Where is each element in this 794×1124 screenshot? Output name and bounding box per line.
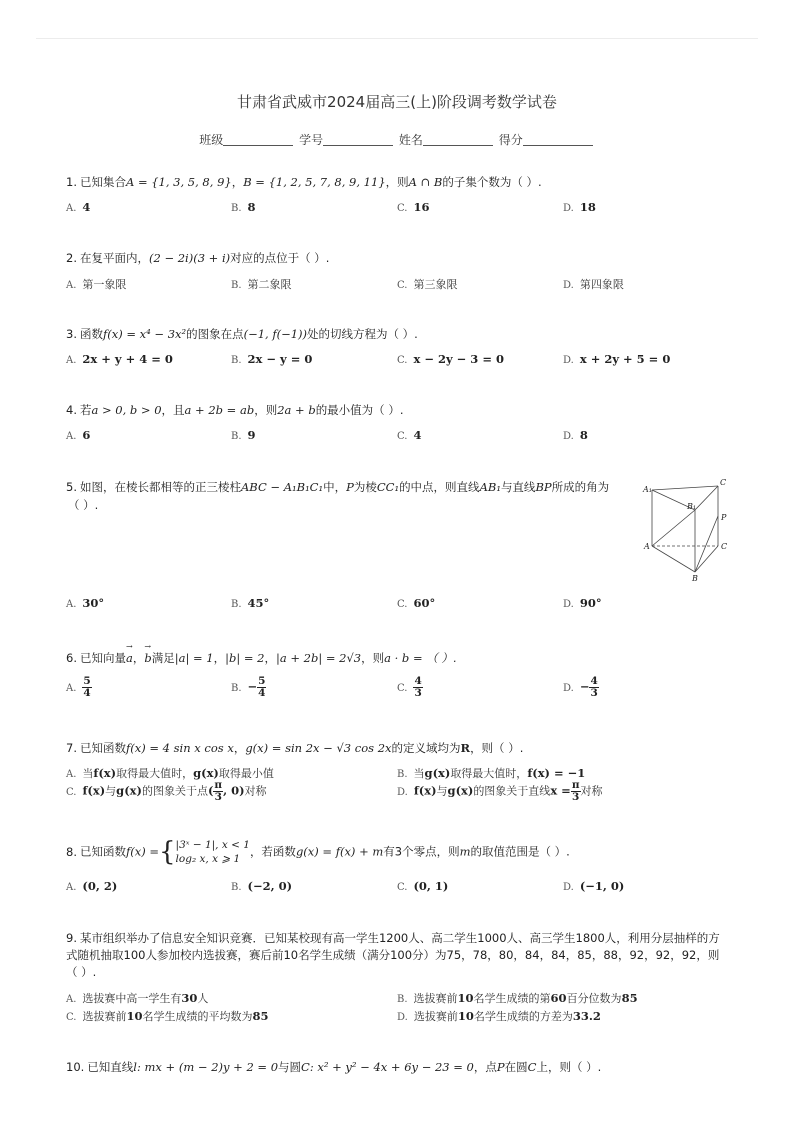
denominator: 3 <box>414 687 422 699</box>
q-text: 在圆 <box>504 1060 528 1074</box>
q-text: ， <box>231 175 244 189</box>
option-letter: A. <box>66 203 77 214</box>
option-c[interactable]: C. f(x)与g(x)的图象关于点( $\frac{\pi}{3}$ , 0)对称 <box>66 779 267 803</box>
edge-bc <box>695 546 718 572</box>
option-text: 选拔赛中高一学生有 <box>82 992 182 1005</box>
q-text: 已知向量 <box>79 651 126 665</box>
option-letter: B. <box>231 431 242 442</box>
edge-b1c1 <box>695 486 718 510</box>
option-value: 45° <box>247 596 270 610</box>
option-value: 第三象限 <box>413 278 458 291</box>
cond-1: |a| = 1 <box>174 651 214 665</box>
student-info-line <box>0 131 794 148</box>
option-letter: B. <box>397 994 408 1005</box>
options-q7-row2 <box>66 780 730 806</box>
option-a[interactable] <box>66 428 90 442</box>
set-a: A = {1, 3, 5, 8, 9} <box>125 175 232 189</box>
option-d[interactable] <box>563 276 624 292</box>
q-text: ，则 <box>254 403 278 417</box>
q-text: ，则 <box>361 651 385 665</box>
option-letter: D. <box>563 280 574 291</box>
option-text: 名学生成绩的第 <box>473 992 551 1005</box>
q-text: 所成的角为 <box>551 480 610 494</box>
q-text: 为棱 <box>353 480 377 494</box>
option-letter: B. <box>231 882 242 893</box>
option-math: f(x) <box>413 783 437 798</box>
options-q4 <box>66 428 730 446</box>
option-value: 第二象限 <box>247 278 292 291</box>
name-label: 姓名 <box>398 133 423 147</box>
option-value: 8 <box>579 428 588 442</box>
question-4 <box>66 402 404 418</box>
option-math: 30 <box>181 991 198 1005</box>
options-q2 <box>66 276 730 294</box>
point-p: P <box>496 1060 505 1074</box>
option-fraction <box>589 676 598 699</box>
id-label: 学号 <box>299 133 324 147</box>
option-d[interactable] <box>563 676 599 699</box>
option-math: g(x) <box>424 766 451 780</box>
line-bp-drawn <box>695 516 718 572</box>
option-letter: C. <box>397 280 408 291</box>
option-letter: C. <box>397 355 408 366</box>
option-math: 10 <box>457 1009 474 1023</box>
option-b[interactable] <box>231 276 292 292</box>
point-p: P <box>346 480 354 494</box>
edge-a1c1 <box>652 486 718 490</box>
prism-expr: ABC − A₁B₁C₁ <box>240 480 324 494</box>
option-a[interactable] <box>66 596 104 610</box>
option-math: 85 <box>252 1009 269 1023</box>
q-text: 在复平面内， <box>79 251 149 265</box>
option-letter: D. <box>563 203 574 214</box>
q-text: 已知直线 <box>87 1060 134 1074</box>
option-a[interactable] <box>66 352 173 366</box>
option-text: 选拔赛前 <box>82 1010 127 1023</box>
q-text: ，点 <box>473 1060 497 1074</box>
option-letter: A. <box>66 355 77 366</box>
label-p: P <box>721 513 727 522</box>
prism-figure <box>640 474 740 586</box>
option-a[interactable] <box>66 676 92 699</box>
q-text: 的图象在点 <box>186 327 244 341</box>
option-sign: − <box>247 679 258 694</box>
numerator: 4 <box>414 675 422 687</box>
line-ab1: AB₁ <box>479 480 501 494</box>
q-text: ，则（ ）. <box>470 741 524 755</box>
line-label: l: <box>133 1060 141 1074</box>
q-text: 的中点，则直线 <box>399 480 480 494</box>
question-3 <box>66 326 418 342</box>
q-text: 中， <box>323 480 347 494</box>
function-g: g(x) = sin 2x − √3 cos 2x <box>245 741 392 755</box>
q-text: 的子集个数为（ ）. <box>442 175 542 189</box>
brace-symbol: { <box>159 837 176 867</box>
option-letter: B. <box>231 203 242 214</box>
denominator: 3 <box>572 791 580 803</box>
question-9 <box>66 930 730 981</box>
option-c[interactable] <box>397 428 422 442</box>
option-b[interactable] <box>231 596 269 610</box>
real-set: R <box>460 741 471 755</box>
edge-ab <box>652 546 695 572</box>
option-fraction <box>257 676 266 699</box>
option-fraction <box>82 676 91 699</box>
option-letter: A. <box>66 682 77 694</box>
option-b[interactable] <box>231 676 266 699</box>
option-letter: C. <box>397 882 408 893</box>
option-value: 16 <box>413 200 430 214</box>
question-5 <box>66 479 609 495</box>
vector-b: → b <box>144 651 151 665</box>
option-value: 18 <box>579 200 596 214</box>
option-d[interactable] <box>563 879 624 893</box>
options-q6 <box>66 676 730 706</box>
label-b1: B₁ <box>687 502 697 511</box>
option-value: (0, 1) <box>413 879 449 893</box>
option-value: 2x + y + 4 = 0 <box>82 352 173 366</box>
option-letter: B. <box>231 682 242 694</box>
option-c[interactable] <box>397 596 435 610</box>
option-letter: A. <box>66 994 77 1005</box>
question-number: 10. <box>66 1060 85 1074</box>
option-text: 对称 <box>580 784 603 798</box>
label-a1: A₁ <box>643 485 652 494</box>
label-c1: C <box>720 478 727 487</box>
option-math: f(x) <box>82 783 106 798</box>
option-math: 85 <box>621 991 638 1005</box>
option-text: 取得最小值 <box>218 767 274 780</box>
option-value: 4 <box>413 428 422 442</box>
option-value: (−1, 0) <box>579 879 625 893</box>
option-text: 的图象关于直线 <box>473 784 551 798</box>
numerator: π <box>214 779 223 791</box>
option-fraction <box>413 676 422 699</box>
option-value: 2x − y = 0 <box>247 352 313 366</box>
option-value: 第四象限 <box>579 278 624 291</box>
options-q8 <box>66 879 730 897</box>
q-text: 如图，在棱长都相等的正三棱柱 <box>79 480 241 494</box>
q-text: 已知函数 <box>79 844 126 859</box>
option-letter: C. <box>66 786 77 798</box>
option-fraction <box>213 780 223 803</box>
option-letter: A. <box>66 769 77 780</box>
option-d[interactable] <box>397 1008 601 1024</box>
option-d[interactable] <box>563 428 588 442</box>
option-b[interactable] <box>231 352 312 366</box>
option-value: (−2, 0) <box>247 879 293 893</box>
option-a[interactable] <box>66 990 208 1006</box>
option-letter: A. <box>66 599 77 610</box>
option-text: 人 <box>197 992 209 1005</box>
option-value: (0, 2) <box>82 879 118 893</box>
option-value: x − 2y − 3 = 0 <box>413 352 504 366</box>
numerator: π <box>571 779 580 791</box>
option-b[interactable] <box>231 879 292 893</box>
denominator: 3 <box>214 791 222 803</box>
case-2: log₂ x, x ⩾ 1 <box>175 853 241 865</box>
option-letter: C. <box>397 203 408 214</box>
circle-expr: x² + y² − 4x + 6y − 23 = 0 <box>317 1060 474 1074</box>
q-text: 函数 <box>79 327 103 341</box>
option-text: 取得最大值时， <box>450 767 528 780</box>
case-1: |3ˣ − 1|, x < 1 <box>175 839 250 851</box>
circle-label: C: <box>301 1060 314 1074</box>
option-value: 4 <box>82 200 91 214</box>
line-expr: mx + (m − 2)y + 2 = 0 <box>144 1060 279 1074</box>
option-c[interactable] <box>397 276 457 292</box>
q-text: ，若函数 <box>249 844 296 859</box>
numerator: 4 <box>590 675 598 687</box>
q-text: 与直线 <box>500 480 536 494</box>
option-d[interactable] <box>397 780 603 803</box>
q-text: （ ）. <box>68 498 99 512</box>
option-value: 8 <box>247 200 256 214</box>
option-a[interactable] <box>66 276 126 292</box>
complex-expr: (2 − 2i)(3 + i) <box>148 251 231 265</box>
option-b[interactable] <box>397 765 585 781</box>
q-text: 的取值范围是（ ）. <box>470 844 570 859</box>
option-math: 60 <box>550 991 567 1005</box>
question-10 <box>66 1059 601 1075</box>
piecewise-cases <box>176 838 250 866</box>
question-number: 9. <box>66 931 77 945</box>
question-number: 1. <box>66 175 77 189</box>
ask-expr: a · b = （ ）. <box>384 651 457 665</box>
edge-expr: CC₁ <box>376 480 400 494</box>
option-value: 90° <box>579 596 602 610</box>
q-text: 已知函数 <box>79 741 126 755</box>
option-letter: D. <box>563 355 574 366</box>
option-letter: D. <box>397 1012 408 1023</box>
question-number: 3. <box>66 327 77 341</box>
option-value: x + 2y + 5 = 0 <box>579 352 671 366</box>
option-c[interactable] <box>66 1008 269 1024</box>
class-blank[interactable] <box>223 134 293 146</box>
option-text: 的图象关于点 <box>141 784 208 798</box>
option-value: 9 <box>247 428 256 442</box>
cond-2: |b| = 2 <box>225 651 265 665</box>
option-text: 百分位数为 <box>566 992 622 1005</box>
option-a[interactable] <box>66 879 117 893</box>
option-letter: A. <box>66 431 77 442</box>
option-math: g(x) <box>116 783 142 798</box>
option-c[interactable] <box>397 676 423 699</box>
option-value: 30° <box>82 596 105 610</box>
option-b[interactable] <box>231 428 256 442</box>
label-b: B <box>692 574 698 583</box>
option-math: g(x) <box>447 783 474 798</box>
q-text: 对应的点位于（ ）. <box>230 251 330 265</box>
option-letter: D. <box>563 431 574 442</box>
option-text: 名学生成绩的平均数为 <box>142 1010 253 1023</box>
options-q9-row2 <box>66 1008 730 1026</box>
option-sign: − <box>579 679 590 694</box>
options-q5 <box>66 596 730 614</box>
question-6: 6. 已知向量→ a，→ b满足|a| = 1，|b| = 2，|a + 2b| = 2√3，则a · b = （ ）. <box>66 650 457 666</box>
option-text: 当 <box>82 767 94 780</box>
option-text: 与 <box>105 784 117 798</box>
option-b[interactable] <box>397 990 638 1006</box>
q-text: 处的切线方程为（ ）. <box>307 327 418 341</box>
option-letter: C. <box>397 431 408 442</box>
line-ab1-drawn <box>652 510 695 546</box>
option-math: x = <box>550 783 571 798</box>
q-text: 若 <box>79 403 92 417</box>
denominator: 4 <box>258 687 266 699</box>
q-text: ， <box>132 651 145 665</box>
q-text: 有3个零点，则 <box>383 844 460 859</box>
option-b[interactable] <box>231 200 256 214</box>
q-text: 的最小值为（ ）. <box>315 403 404 417</box>
question-number: 2. <box>66 251 77 265</box>
intersection-expr: A ∩ B <box>408 175 443 189</box>
option-letter: D. <box>563 682 574 694</box>
option-c[interactable] <box>397 352 504 366</box>
cond-3: |a + 2b| = 2√3 <box>275 651 362 665</box>
option-text: 取得最大值时， <box>116 767 194 780</box>
label-a: A <box>644 542 650 551</box>
denominator: 3 <box>590 687 598 699</box>
option-letter: C. <box>397 599 408 610</box>
option-letter: D. <box>563 882 574 893</box>
option-letter: B. <box>231 599 242 610</box>
id-blank[interactable] <box>323 134 393 146</box>
option-text: 名学生成绩的方差为 <box>473 1010 573 1023</box>
option-letter: D. <box>563 599 574 610</box>
equation-expr: a + 2b = ab <box>184 403 255 417</box>
option-letter: B. <box>231 280 242 291</box>
point-expr: (−1, f(−1)) <box>243 327 308 341</box>
option-d[interactable] <box>563 352 670 366</box>
option-letter: D. <box>397 786 408 798</box>
option-math: 10 <box>126 1009 143 1023</box>
question-7 <box>66 740 523 756</box>
q-text: 某市组织举办了信息安全知识竞赛．已知某校现有高一学生1200人、高二学生1000人、高三学生1800人，利用分层抽样的方式随机抽取100人参加校内选拔赛，赛后前10名学生成绩（满分100分）为75，78，80，84，84，85，88，92，92，92，则（ ）. <box>66 931 720 979</box>
question-2 <box>66 250 329 266</box>
option-text: 当 <box>413 767 425 780</box>
q-text: 已知集合 <box>79 175 126 189</box>
option-text: 选拔赛前 <box>413 992 458 1005</box>
score-label: 得分 <box>498 133 523 147</box>
question-number: 8. <box>66 844 77 859</box>
option-d[interactable] <box>563 200 596 214</box>
options-q3 <box>66 352 730 370</box>
numerator: 5 <box>83 675 91 687</box>
option-math: g(x) <box>193 766 219 780</box>
vector-a: → a <box>126 651 133 665</box>
option-text: 选拔赛前 <box>413 1010 458 1023</box>
question-5-line2 <box>68 497 98 513</box>
option-math: f(x) <box>93 766 117 780</box>
line-bp: BP <box>535 480 552 494</box>
option-math: 33.2 <box>572 1009 601 1023</box>
option-letter: B. <box>397 769 408 780</box>
function-f: f(x) = 4 sin x cos x <box>125 741 234 755</box>
option-value: 60° <box>413 596 436 610</box>
option-letter: C. <box>66 1012 77 1023</box>
question-number: 7. <box>66 741 77 755</box>
circle-c: C <box>527 1060 537 1074</box>
option-c[interactable] <box>397 879 448 893</box>
q-text: ，则 <box>385 175 409 189</box>
q-text: ， <box>233 741 246 755</box>
target-expr: 2a + b <box>277 403 316 417</box>
question-number: 5. <box>66 480 77 494</box>
question-1 <box>66 174 542 190</box>
option-c[interactable] <box>397 200 430 214</box>
numerator: 5 <box>258 675 266 687</box>
q-text: ，且 <box>161 403 185 417</box>
param-m: m <box>459 844 471 859</box>
set-b: B = {1, 2, 5, 7, 8, 9, 11} <box>243 175 386 189</box>
condition-expr: a > 0, b > 0 <box>91 403 162 417</box>
option-math: 10 <box>457 991 474 1005</box>
option-text: 对称 <box>244 784 267 798</box>
options-q9-row1 <box>66 990 730 1008</box>
option-letter: A. <box>66 280 77 291</box>
function-expr: f(x) = x⁴ − 3x² <box>102 327 187 341</box>
option-math: f(x) = −1 <box>527 766 586 780</box>
function-f: f(x) = <box>125 844 159 859</box>
name-blank[interactable] <box>423 134 493 146</box>
class-label: 班级 <box>199 133 224 147</box>
exam-title: 甘肃省武威市2024届高三(上)阶段调考数学试卷 <box>237 93 557 111</box>
option-d[interactable] <box>563 596 602 610</box>
option-letter: C. <box>397 682 408 694</box>
top-divider <box>36 38 758 39</box>
q-text: 上，则（ ）. <box>536 1060 602 1074</box>
q-text: 与圆 <box>278 1060 302 1074</box>
question-8 <box>66 838 570 866</box>
q-text: 的定义域均为 <box>391 741 461 755</box>
question-number: 6. <box>66 651 77 665</box>
denominator: 4 <box>83 687 91 699</box>
option-value: 6 <box>82 428 91 442</box>
options-q1 <box>66 200 730 218</box>
option-value: 第一象限 <box>82 278 127 291</box>
label-c: C <box>721 542 728 551</box>
option-fraction <box>571 780 581 803</box>
option-letter: A. <box>66 882 77 893</box>
function-g: g(x) = f(x) + m <box>295 844 384 859</box>
score-blank[interactable] <box>523 134 593 146</box>
q-text: 满足 <box>151 651 175 665</box>
question-number: 4. <box>66 403 77 417</box>
option-a[interactable] <box>66 765 274 781</box>
option-a[interactable] <box>66 200 90 214</box>
option-text: 与 <box>436 784 448 798</box>
option-letter: B. <box>231 355 242 366</box>
